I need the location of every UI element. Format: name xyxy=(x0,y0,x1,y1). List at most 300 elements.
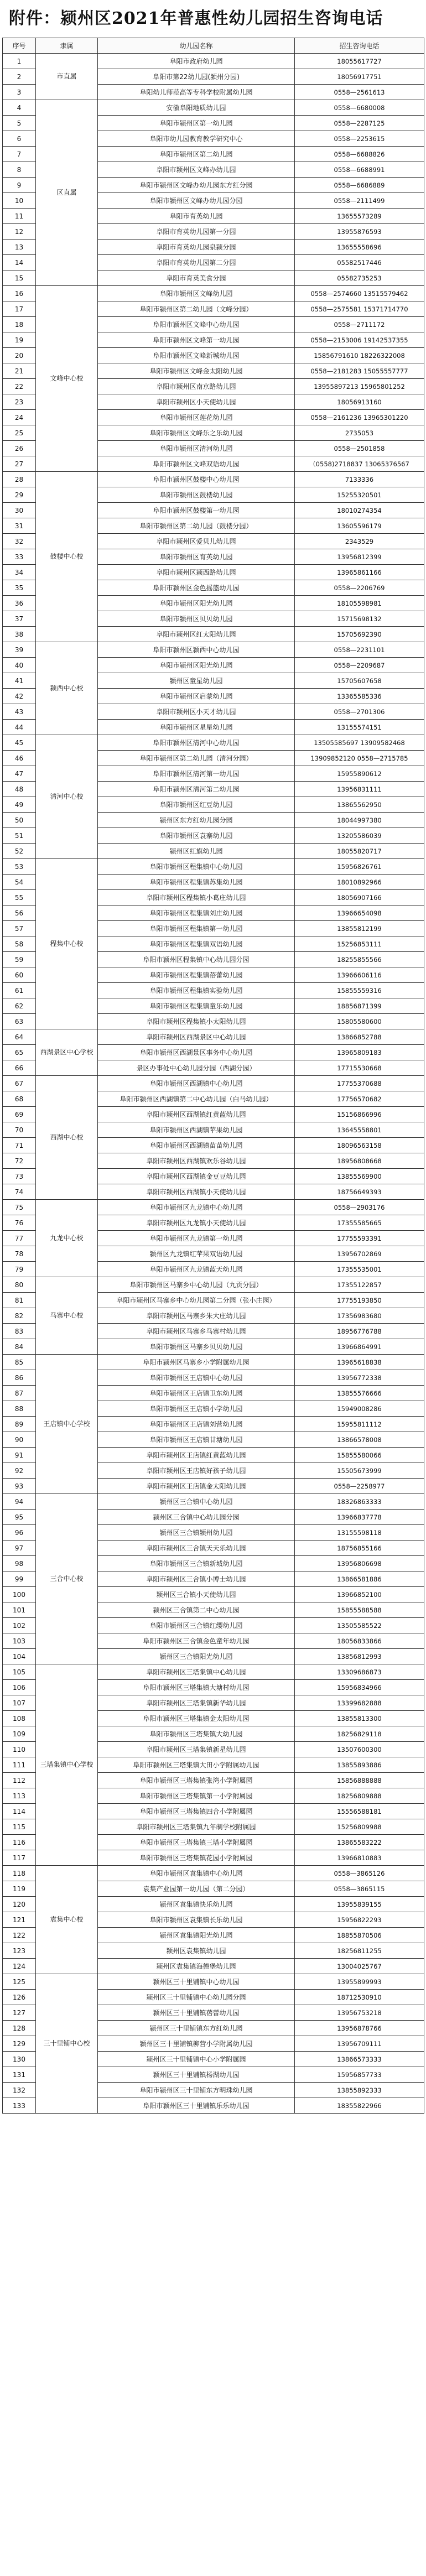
enrollment-phone: 18855870506 xyxy=(295,1928,424,1943)
kindergarten-name: 阜阳市颍州区文峰双语幼儿园 xyxy=(98,456,295,472)
row-number: 89 xyxy=(3,1417,36,1432)
enrollment-phone: 18256811255 xyxy=(295,1943,424,1959)
row-number: 29 xyxy=(3,487,36,503)
table-row xyxy=(3,859,424,875)
kindergarten-name: 阜阳市颍州区启蒙幼儿园 xyxy=(98,689,295,704)
enrollment-phone: 15855580066 xyxy=(295,1448,424,1463)
row-number: 131 xyxy=(3,2067,36,2083)
kindergarten-name: 阜阳市政府幼儿园 xyxy=(98,54,295,69)
kindergarten-name: 阜阳市颍州区王店镇中心幼儿园 xyxy=(98,1370,295,1386)
row-number: 92 xyxy=(3,1463,36,1479)
row-number: 133 xyxy=(3,2098,36,2114)
enrollment-phone: 18712530910 xyxy=(295,1990,424,2005)
affiliation-cell: 西湖中心校 xyxy=(36,1076,98,1200)
enrollment-phone: 15156866996 xyxy=(295,1107,424,1122)
affiliation-cell: 清河中心校 xyxy=(36,735,98,859)
kindergarten-name: 阜阳市颍州区文峰第一幼儿园 xyxy=(98,332,295,348)
kindergarten-name: 颍州区三十里铺镇蓓蕾幼儿园 xyxy=(98,2005,295,2021)
kindergarten-name: 颍州区三合镇中心幼儿园分园 xyxy=(98,1510,295,1525)
enrollment-phone: 15956857733 xyxy=(295,2067,424,2083)
kindergarten-name: 阜阳市育英幼儿园第二分园 xyxy=(98,255,295,270)
row-number: 11 xyxy=(3,209,36,224)
enrollment-phone: 17355535001 xyxy=(295,1262,424,1277)
kindergarten-name: 阜阳市颍州区第一幼儿园 xyxy=(98,116,295,131)
row-number: 52 xyxy=(3,844,36,859)
enrollment-phone: 0558—2287125 xyxy=(295,116,424,131)
enrollment-phone: 0558—2501858 xyxy=(295,441,424,456)
enrollment-phone: 15955811112 xyxy=(295,1417,424,1432)
enrollment-phone: 0558—2711172 xyxy=(295,317,424,332)
row-number: 17 xyxy=(3,301,36,317)
enrollment-phone: 13956753218 xyxy=(295,2005,424,2021)
enrollment-phone: 05582735253 xyxy=(295,270,424,286)
row-number: 103 xyxy=(3,1633,36,1649)
enrollment-phone: 17356983680 xyxy=(295,1308,424,1324)
table-header-row xyxy=(3,38,424,54)
enrollment-phone: 13004025767 xyxy=(295,1959,424,1974)
enrollment-phone: 13855576666 xyxy=(295,1386,424,1401)
enrollment-phone: 0558—6686889 xyxy=(295,178,424,193)
row-number: 119 xyxy=(3,1881,36,1897)
kindergarten-name: 阜阳市颍州区第二幼儿园（清河分园） xyxy=(98,751,295,766)
kindergarten-name: 阜阳市颍州区鼓楼第一幼儿园 xyxy=(98,503,295,518)
enrollment-phone: 13965861166 xyxy=(295,565,424,580)
enrollment-phone: 13155574151 xyxy=(295,720,424,735)
enrollment-phone: 18056833866 xyxy=(295,1633,424,1649)
row-number: 19 xyxy=(3,332,36,348)
enrollment-phone: 0558—2181283 15055557777 xyxy=(295,363,424,379)
affiliation-cell: 三十里铺中心校 xyxy=(36,1974,98,2114)
enrollment-phone: 0558—2231101 xyxy=(295,642,424,658)
row-number: 112 xyxy=(3,1773,36,1788)
kindergarten-name: 阜阳市颍州区第二幼儿园（文峰分园） xyxy=(98,301,295,317)
enrollment-phone: 13655558696 xyxy=(295,240,424,255)
enrollment-phone: 18044997380 xyxy=(295,813,424,828)
row-number: 120 xyxy=(3,1897,36,1912)
row-number: 94 xyxy=(3,1494,36,1510)
row-number: 18 xyxy=(3,317,36,332)
enrollment-phone: 13309686873 xyxy=(295,1664,424,1680)
kindergarten-name: 阜阳市颍州区西湖景区中心幼儿园 xyxy=(98,1029,295,1045)
table-row xyxy=(3,1664,424,1680)
kindergarten-name: 阜阳市颍州区袁集镇中心幼儿园 xyxy=(98,1866,295,1881)
kindergarten-name: 安徽阜阳地质幼儿园 xyxy=(98,100,295,116)
kindergarten-name: 颍州区红旗幼儿园 xyxy=(98,844,295,859)
enrollment-phone: 18056917751 xyxy=(295,69,424,85)
kindergarten-name: 颍州区三十里铺镇中心小学附属园 xyxy=(98,2052,295,2067)
enrollment-phone: 18255855566 xyxy=(295,952,424,967)
enrollment-phone: 0558—2253615 xyxy=(295,131,424,147)
enrollment-phone: 15255320501 xyxy=(295,487,424,503)
kindergarten-name: 阜阳市颍州区三合镇小博士幼儿园 xyxy=(98,1571,295,1587)
kindergarten-name: 阜阳市颍州区程集镇双语幼儿园 xyxy=(98,936,295,952)
row-number: 126 xyxy=(3,1990,36,2005)
kindergarten-name: 阜阳市颍州区三合镇红缨幼儿园 xyxy=(98,1618,295,1633)
row-number: 1 xyxy=(3,54,36,69)
kindergarten-name: 阜阳市颍州区文峰新城幼儿园 xyxy=(98,348,295,363)
enrollment-phone: 15855559316 xyxy=(295,983,424,998)
row-number: 86 xyxy=(3,1370,36,1386)
row-number: 48 xyxy=(3,782,36,797)
row-number: 45 xyxy=(3,735,36,751)
kindergarten-name: 阜阳市颍州区阳光幼儿园 xyxy=(98,596,295,611)
enrollment-phone: 13956709111 xyxy=(295,2036,424,2052)
row-number: 50 xyxy=(3,813,36,828)
kindergarten-name: 阜阳市颍州区南京路幼儿园 xyxy=(98,379,295,394)
enrollment-phone: 13955899993 xyxy=(295,1974,424,1990)
kindergarten-name: 阜阳市颍州区程集镇刘庄幼儿园 xyxy=(98,905,295,921)
row-number: 42 xyxy=(3,689,36,704)
kindergarten-name: 阜阳市颍州区马寨乡小学附属幼儿园 xyxy=(98,1355,295,1370)
enrollment-phone: 18256809888 xyxy=(295,1788,424,1804)
row-number: 83 xyxy=(3,1324,36,1339)
row-number: 60 xyxy=(3,967,36,983)
row-number: 23 xyxy=(3,394,36,410)
kindergarten-name: 阜阳市颍州区清河幼儿园 xyxy=(98,441,295,456)
enrollment-phone: 13505585697 13909582468 xyxy=(295,735,424,751)
enrollment-phone: 15856888888 xyxy=(295,1773,424,1788)
row-number: 106 xyxy=(3,1680,36,1695)
enrollment-phone: 15956826761 xyxy=(295,859,424,875)
row-number: 74 xyxy=(3,1184,36,1200)
kindergarten-name: 阜阳市颍州区小天使幼儿园 xyxy=(98,394,295,410)
header-no: 序号 xyxy=(3,38,36,54)
table-body xyxy=(3,54,424,2114)
enrollment-phone: 18096563158 xyxy=(295,1138,424,1153)
table-row xyxy=(3,735,424,751)
enrollment-phone: 2735053 xyxy=(295,425,424,441)
table-row xyxy=(3,1277,424,1293)
enrollment-phone: 13855813300 xyxy=(295,1711,424,1726)
enrollment-phone: 13155598118 xyxy=(295,1525,424,1541)
enrollment-phone: 13955839155 xyxy=(295,1897,424,1912)
row-number: 128 xyxy=(3,2021,36,2036)
row-number: 34 xyxy=(3,565,36,580)
row-number: 76 xyxy=(3,1215,36,1231)
enrollment-phone: 15505673999 xyxy=(295,1463,424,1479)
row-number: 3 xyxy=(3,85,36,100)
enrollment-phone: 17755593391 xyxy=(295,1231,424,1246)
enrollment-phone: 18956776788 xyxy=(295,1324,424,1339)
row-number: 81 xyxy=(3,1293,36,1308)
enrollment-phone: 13655573289 xyxy=(295,209,424,224)
enrollment-phone: 18856871399 xyxy=(295,998,424,1014)
affiliation-cell: 颍西中心校 xyxy=(36,642,98,735)
kindergarten-name: 阜阳市颍州区红太阳幼儿园 xyxy=(98,627,295,642)
enrollment-phone: 18756649393 xyxy=(295,1184,424,1200)
enrollment-phone: 18105598981 xyxy=(295,596,424,611)
kindergarten-name: 阜阳市颍州区西湖镇苹果幼儿园 xyxy=(98,1122,295,1138)
kindergarten-name: 颍州区三十里铺镇中心幼儿园分园 xyxy=(98,1990,295,2005)
kindergarten-name: 阜阳市颍州区三塔集镇第一小学附属园 xyxy=(98,1788,295,1804)
enrollment-phone: 13966810883 xyxy=(295,1850,424,1866)
kindergarten-name: 阜阳市颍州区金色摇篮幼儿园 xyxy=(98,580,295,596)
enrollment-phone: 13966837778 xyxy=(295,1510,424,1525)
row-number: 4 xyxy=(3,100,36,116)
row-number: 25 xyxy=(3,425,36,441)
row-number: 124 xyxy=(3,1959,36,1974)
row-number: 15 xyxy=(3,270,36,286)
enrollment-phone: 13956772338 xyxy=(295,1370,424,1386)
row-number: 30 xyxy=(3,503,36,518)
kindergarten-name: 阜阳市颍州区三十里铺东方明珠幼儿园 xyxy=(98,2083,295,2098)
row-number: 75 xyxy=(3,1200,36,1215)
kindergarten-name: 阜阳市颍州区三合镇新城幼儿园 xyxy=(98,1556,295,1571)
kindergarten-name: 阜阳市颍州区三塔集镇新星幼儿园 xyxy=(98,1742,295,1757)
kindergarten-name: 阜阳市颍州区三塔集镇大塘村幼儿园 xyxy=(98,1680,295,1695)
affiliation-cell: 西湖景区中心学校 xyxy=(36,1029,98,1076)
row-number: 108 xyxy=(3,1711,36,1726)
kindergarten-table xyxy=(2,38,424,2114)
row-number: 12 xyxy=(3,224,36,240)
row-number: 33 xyxy=(3,549,36,565)
row-number: 35 xyxy=(3,580,36,596)
table-row xyxy=(3,1974,424,1990)
kindergarten-name: 阜阳市颍州区程集镇中心幼儿园分园 xyxy=(98,952,295,967)
kindergarten-name: 阜阳市颍州区王店镇红黄蓝幼儿园 xyxy=(98,1448,295,1463)
enrollment-phone: 7133336 xyxy=(295,472,424,487)
affiliation-cell: 三合中心校 xyxy=(36,1494,98,1664)
kindergarten-name: 阜阳市颍州区三塔集镇三塔小学附属园 xyxy=(98,1835,295,1850)
kindergarten-name: 阜阳市颍州区九龙镇第一幼儿园 xyxy=(98,1231,295,1246)
row-number: 107 xyxy=(3,1695,36,1711)
row-number: 91 xyxy=(3,1448,36,1463)
kindergarten-name: 阜阳市颍州区红豆幼儿园 xyxy=(98,797,295,813)
kindergarten-name: 阜阳市育英幼儿园第一分园 xyxy=(98,224,295,240)
enrollment-phone: 17715530668 xyxy=(295,1060,424,1076)
enrollment-phone: 18056913160 xyxy=(295,394,424,410)
row-number: 72 xyxy=(3,1153,36,1169)
row-number: 96 xyxy=(3,1525,36,1541)
row-number: 22 xyxy=(3,379,36,394)
enrollment-phone: 13966864991 xyxy=(295,1339,424,1355)
enrollment-phone: 13956812399 xyxy=(295,549,424,565)
enrollment-phone: 0558—2701306 xyxy=(295,704,424,720)
affiliation-cell: 区直属 xyxy=(36,100,98,286)
row-number: 104 xyxy=(3,1649,36,1664)
enrollment-phone: 15556588181 xyxy=(295,1804,424,1819)
row-number: 90 xyxy=(3,1432,36,1448)
kindergarten-name: 颍州区三合镇第二中心幼儿园 xyxy=(98,1602,295,1618)
enrollment-phone: 13205586039 xyxy=(295,828,424,844)
affiliation-cell: 三塔集镇中心学校 xyxy=(36,1664,98,1866)
kindergarten-name: 阜阳市颍州区三合镇天天乐幼儿园 xyxy=(98,1541,295,1556)
enrollment-phone: 17755193850 xyxy=(295,1293,424,1308)
row-number: 61 xyxy=(3,983,36,998)
row-number: 49 xyxy=(3,797,36,813)
kindergarten-name: 颍州区童星幼儿园 xyxy=(98,673,295,689)
kindergarten-name: 颍州区三十里铺镇中心幼儿园 xyxy=(98,1974,295,1990)
row-number: 123 xyxy=(3,1943,36,1959)
enrollment-phone: 18256829118 xyxy=(295,1726,424,1742)
row-number: 37 xyxy=(3,611,36,627)
kindergarten-name: 阜阳市颍州区贝贝幼儿园 xyxy=(98,611,295,627)
row-number: 130 xyxy=(3,2052,36,2067)
row-number: 43 xyxy=(3,704,36,720)
row-number: 51 xyxy=(3,828,36,844)
row-number: 46 xyxy=(3,751,36,766)
enrollment-phone: 18055617727 xyxy=(295,54,424,69)
enrollment-phone: 13365585336 xyxy=(295,689,424,704)
kindergarten-name: 阜阳市颍州区小天才幼儿园 xyxy=(98,704,295,720)
kindergarten-name: 阜阳市颍州区阳光幼儿园 xyxy=(98,658,295,673)
row-number: 93 xyxy=(3,1479,36,1494)
kindergarten-name: 阜阳市颍州区西湖镇中心幼儿园 xyxy=(98,1076,295,1091)
row-number: 2 xyxy=(3,69,36,85)
kindergarten-name: 阜阳市颍州区程集镇小太阳幼儿园 xyxy=(98,1014,295,1029)
row-number: 116 xyxy=(3,1835,36,1850)
kindergarten-name: 阜阳市颍州区三塔集镇张湾小学附属园 xyxy=(98,1773,295,1788)
kindergarten-name: 阜阳市颍州区九龙镇小天使幼儿园 xyxy=(98,1215,295,1231)
kindergarten-name: 阜阳市幼儿园教育教学研究中心 xyxy=(98,131,295,147)
row-number: 24 xyxy=(3,410,36,425)
row-number: 38 xyxy=(3,627,36,642)
enrollment-phone: 0558—2561613 xyxy=(295,85,424,100)
affiliation-cell: 鼓楼中心校 xyxy=(36,472,98,642)
enrollment-phone: 13399682888 xyxy=(295,1695,424,1711)
enrollment-phone: 13866581886 xyxy=(295,1571,424,1587)
row-number: 98 xyxy=(3,1556,36,1571)
affiliation-cell: 王店镇中心学校 xyxy=(36,1355,98,1494)
row-number: 14 xyxy=(3,255,36,270)
row-number: 70 xyxy=(3,1122,36,1138)
enrollment-phone: 17756570682 xyxy=(295,1091,424,1107)
enrollment-phone: 15256853111 xyxy=(295,936,424,952)
kindergarten-name: 阜阳市颍州区莲花幼儿园 xyxy=(98,410,295,425)
enrollment-phone: 13865583222 xyxy=(295,1835,424,1850)
row-number: 62 xyxy=(3,998,36,1014)
kindergarten-name: 阜阳市颍州区程集镇中心幼儿园 xyxy=(98,859,295,875)
row-number: 88 xyxy=(3,1401,36,1417)
enrollment-phone: 17755370688 xyxy=(295,1076,424,1091)
kindergarten-name: 阜阳市颍州区三塔集镇金太阳幼儿园 xyxy=(98,1711,295,1726)
table-row xyxy=(3,286,424,301)
row-number: 99 xyxy=(3,1571,36,1587)
row-number: 59 xyxy=(3,952,36,967)
enrollment-phone: 18355822966 xyxy=(295,2098,424,2114)
kindergarten-name: 阜阳市颍州区文峰金太阳幼儿园 xyxy=(98,363,295,379)
kindergarten-name: 阜阳市颍州区程集镇实验幼儿园 xyxy=(98,983,295,998)
kindergarten-name: 阜阳市颍州区王店镇小学幼儿园 xyxy=(98,1401,295,1417)
row-number: 9 xyxy=(3,178,36,193)
enrollment-phone: 13507600300 xyxy=(295,1742,424,1757)
row-number: 125 xyxy=(3,1974,36,1990)
affiliation-cell: 文峰中心校 xyxy=(36,286,98,472)
enrollment-phone: 0558—2903176 xyxy=(295,1200,424,1215)
table-row xyxy=(3,472,424,487)
kindergarten-name: 阜阳幼儿师范高等专科学校附属幼儿园 xyxy=(98,85,295,100)
table-row xyxy=(3,1200,424,1215)
row-number: 10 xyxy=(3,193,36,209)
row-number: 55 xyxy=(3,890,36,905)
enrollment-phone: 18055820717 xyxy=(295,844,424,859)
table-row xyxy=(3,1355,424,1370)
enrollment-phone: 0558—3865126 xyxy=(295,1866,424,1881)
enrollment-phone: 13966606116 xyxy=(295,967,424,983)
enrollment-phone: 0558—6688991 xyxy=(295,162,424,178)
enrollment-phone: 17355122857 xyxy=(295,1277,424,1293)
header-area: 隶属 xyxy=(36,38,98,54)
row-number: 82 xyxy=(3,1308,36,1324)
row-number: 77 xyxy=(3,1231,36,1246)
kindergarten-name: 阜阳市颍州区文峰幼儿园 xyxy=(98,286,295,301)
kindergarten-name: 阜阳市颍州区西湖镇小天使幼儿园 xyxy=(98,1184,295,1200)
enrollment-phone: 0558—6680008 xyxy=(295,100,424,116)
kindergarten-name: 阜阳市颍州区爱贝儿幼儿园 xyxy=(98,534,295,549)
row-number: 115 xyxy=(3,1819,36,1835)
enrollment-phone: 13956702869 xyxy=(295,1246,424,1262)
header-phone: 招生咨询电话 xyxy=(295,38,424,54)
row-number: 65 xyxy=(3,1045,36,1060)
kindergarten-name: 阜阳市颍州区程集镇童乐幼儿园 xyxy=(98,998,295,1014)
affiliation-cell: 九龙中心校 xyxy=(36,1200,98,1277)
enrollment-phone: 18010892966 xyxy=(295,875,424,890)
row-number: 21 xyxy=(3,363,36,379)
kindergarten-name: 阜阳市颍州区程集镇苏集幼儿园 xyxy=(98,875,295,890)
enrollment-phone: 0558—2153006 19142537355 xyxy=(295,332,424,348)
row-number: 100 xyxy=(3,1587,36,1602)
row-number: 64 xyxy=(3,1029,36,1045)
kindergarten-name: 阜阳市颍州区王店镇好孩子幼儿园 xyxy=(98,1463,295,1479)
kindergarten-name: 阜阳市颍州区育英幼儿园 xyxy=(98,549,295,565)
row-number: 71 xyxy=(3,1138,36,1153)
kindergarten-name: 阜阳市颍州区三塔集镇新华幼儿园 xyxy=(98,1695,295,1711)
row-number: 117 xyxy=(3,1850,36,1866)
affiliation-cell: 马寨中心校 xyxy=(36,1277,98,1355)
row-number: 5 xyxy=(3,116,36,131)
kindergarten-name: 阜阳市颍州区程集镇小葛庄幼儿园 xyxy=(98,890,295,905)
enrollment-phone: 18010274354 xyxy=(295,503,424,518)
kindergarten-name: 颍州区三十里铺镇东方红幼儿园 xyxy=(98,2021,295,2036)
kindergarten-name: 阜阳市颍州区第二幼儿园 xyxy=(98,147,295,162)
kindergarten-name: 阜阳市颍州区文峰乐之乐幼儿园 xyxy=(98,425,295,441)
table-row xyxy=(3,1076,424,1091)
row-number: 118 xyxy=(3,1866,36,1881)
enrollment-phone: 13955897213 15965801252 xyxy=(295,379,424,394)
kindergarten-name: 阜阳市颍州区九龙镇蓝天幼儿园 xyxy=(98,1262,295,1277)
row-number: 47 xyxy=(3,766,36,782)
row-number: 56 xyxy=(3,905,36,921)
row-number: 122 xyxy=(3,1928,36,1943)
kindergarten-name: 颍州区三合镇小天使幼儿园 xyxy=(98,1587,295,1602)
enrollment-phone: 0558—2111499 xyxy=(295,193,424,209)
row-number: 16 xyxy=(3,286,36,301)
enrollment-phone: 13505585522 xyxy=(295,1618,424,1633)
kindergarten-name: 阜阳市颍州区三塔集镇大幼儿园 xyxy=(98,1726,295,1742)
enrollment-phone: 0558—3865115 xyxy=(295,1881,424,1897)
kindergarten-name: 阜阳市颍州区星星幼儿园 xyxy=(98,720,295,735)
row-number: 97 xyxy=(3,1541,36,1556)
kindergarten-name: 颍州区三合镇中心幼儿园 xyxy=(98,1494,295,1510)
kindergarten-name: 阜阳市颍州区西湖镇金豆豆幼儿园 xyxy=(98,1169,295,1184)
row-number: 85 xyxy=(3,1355,36,1370)
kindergarten-name: 阜阳市颍州区王店镇卫东幼儿园 xyxy=(98,1386,295,1401)
enrollment-phone: 0558—2209687 xyxy=(295,658,424,673)
row-number: 80 xyxy=(3,1277,36,1293)
row-number: 113 xyxy=(3,1788,36,1804)
enrollment-phone: 15256809988 xyxy=(295,1819,424,1835)
kindergarten-name: 阜阳市颍州区文峰办幼儿园东方红分园 xyxy=(98,178,295,193)
table-row xyxy=(3,642,424,658)
enrollment-phone: 13965809183 xyxy=(295,1045,424,1060)
enrollment-phone: 13855892333 xyxy=(295,2083,424,2098)
row-number: 109 xyxy=(3,1726,36,1742)
enrollment-phone: 15956822293 xyxy=(295,1912,424,1928)
enrollment-phone: 13966852100 xyxy=(295,1587,424,1602)
enrollment-phone: 13865562950 xyxy=(295,797,424,813)
kindergarten-name: 阜阳市颍州区王店镇甘塘幼儿园 xyxy=(98,1432,295,1448)
enrollment-phone: 2343529 xyxy=(295,534,424,549)
